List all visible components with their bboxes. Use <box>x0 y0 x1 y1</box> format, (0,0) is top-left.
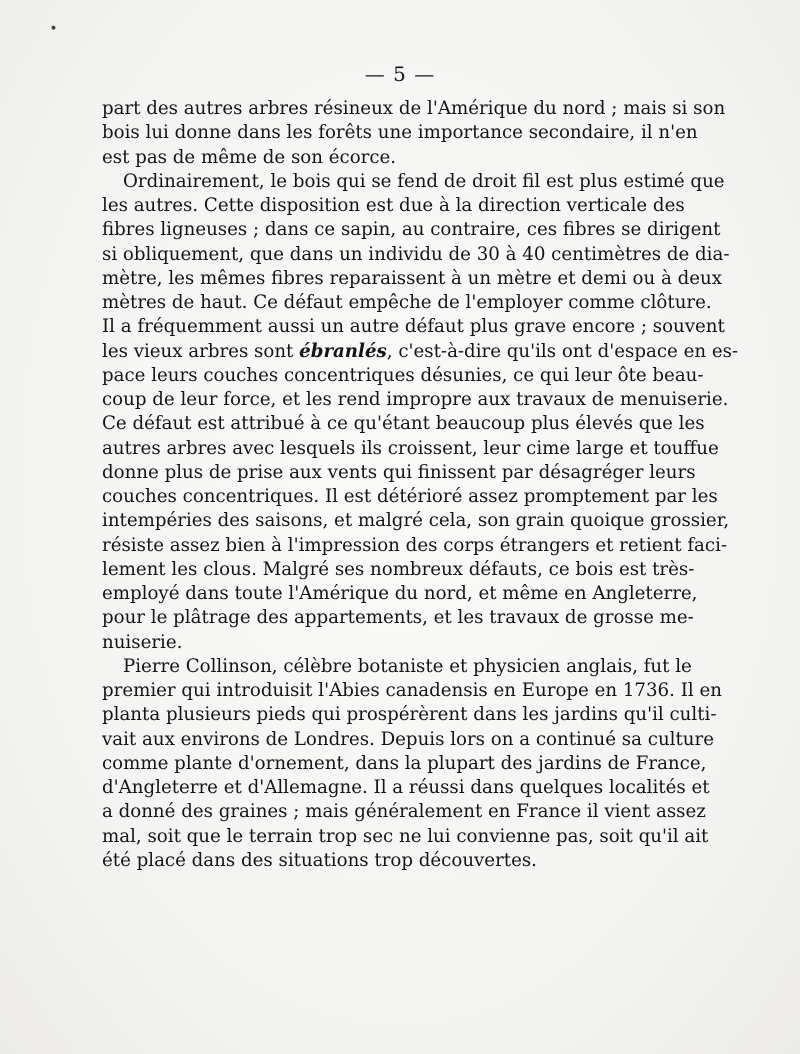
text-line: résiste assez bien à l'impression des corps étrangers et retient faci- <box>102 534 728 556</box>
text-line: les autres. Cette disposition est due à la direction verticale des <box>102 195 685 216</box>
text-line: pace leurs couches concentriques désunies, ce qui leur ôte beau- <box>102 364 704 386</box>
text-line: a donné des graines ; mais généralement en France il vient assez <box>102 801 706 823</box>
text-line: été placé dans des situations trop découvertes. <box>102 849 537 871</box>
italic-term: ébranlés <box>299 340 387 362</box>
text-line: coup de leur force, et les rend impropre aux travaux de menuiserie. <box>102 389 729 410</box>
text-line: autres arbres avec lesquels ils croissent, leur cime large et touffue <box>102 437 719 459</box>
text-line: Il a fréquemment aussi un autre défaut plus grave encore ; souvent <box>102 316 725 338</box>
text-line: Pierre Collinson, célèbre botaniste et physicien anglais, fut le <box>123 655 692 677</box>
text-line: vait aux environs de Londres. Depuis lors on a continué sa culture <box>102 728 714 750</box>
text-line: fibres ligneuses ; dans ce sapin, au contraire, ces fibres se dirigent <box>102 219 721 241</box>
text-line: est pas de même de son écorce. <box>102 146 397 168</box>
ink-speck: • <box>46 19 62 38</box>
body-text <box>102 97 739 873</box>
page-number: — 5 — <box>364 62 436 86</box>
text-line: mètre, les mêmes fibres reparaissent à un mètre et demi ou à deux <box>102 267 722 289</box>
text-line: employé dans toute l'Amérique du nord, et même en Angleterre, <box>102 583 698 604</box>
text-line: donne plus de prise aux vents qui finissent par désagréger leurs <box>102 461 696 483</box>
text-line: part des autres arbres résineux de l'Amérique du nord ; mais si son <box>102 98 726 119</box>
text-line: pour le plâtrage des appartements, et les travaux de grosse me- <box>102 607 694 629</box>
text-line: mal, soit que le terrain trop sec ne lui convienne pas, soit qu'il ait <box>102 825 709 847</box>
text-line: planta plusieurs pieds qui prospérèrent dans les jardins qu'il culti- <box>102 704 717 726</box>
text-line: intempéries des saisons, et malgré cela, son grain quoique grossier, <box>102 510 730 532</box>
text-line: Ce défaut est attribué à ce qu'étant beaucoup plus élevés que les <box>102 413 705 435</box>
text-line: comme plante d'ornement, dans la plupart des jardins de France, <box>102 752 707 774</box>
text-line: Ordinairement, le bois qui se fend de droit fil est plus estimé que <box>123 170 725 192</box>
text-line: lement les clous. Malgré ses nombreux défauts, ce bois est très- <box>102 558 695 580</box>
text-line: mètres de haut. Ce défaut empêche de l'employer comme clôture. <box>102 292 712 313</box>
text-line: nuiserie. <box>102 631 183 653</box>
text-line: les vieux arbres sont ébranlés, c'est-à-dire qu'ils ont d'espace en es- <box>102 340 739 362</box>
text-line: d'Angleterre et d'Allemagne. Il a réussi dans quelques localités et <box>102 777 710 798</box>
text-line: couches concentriques. Il est détérioré assez promptement par les <box>102 486 718 507</box>
text-line: bois lui donne dans les forêts une importance secondaire, il n'en <box>102 122 698 144</box>
text-line: premier qui introduisit l'Abies canadensis en Europe en 1736. Il en <box>102 680 722 701</box>
text-line: si obliquement, que dans un individu de 30 à 40 centimètres de dia- <box>102 243 730 265</box>
